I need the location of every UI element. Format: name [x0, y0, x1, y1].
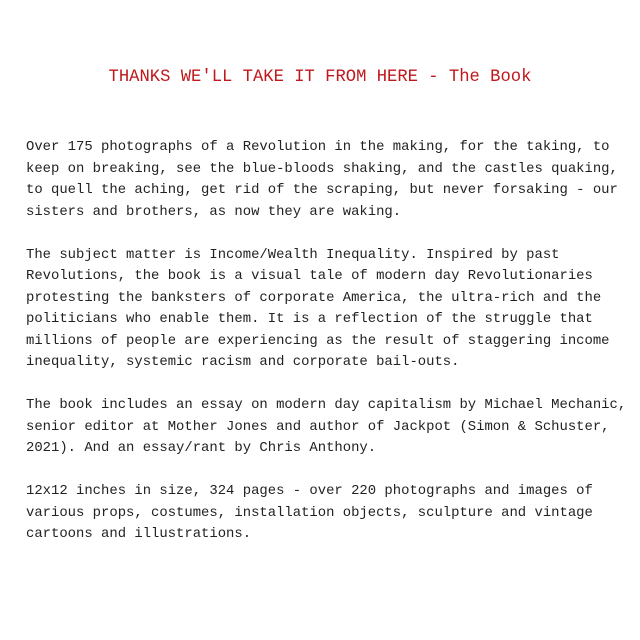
paragraph-specs: [26, 481, 626, 546]
paragraph-essays: [26, 395, 626, 460]
text-line: cartoons and illustrations.: [26, 526, 252, 542]
text-line: millions of people are experiencing as the result of staggering income: [26, 332, 610, 349]
text-line: politicians who enable them. It is a reflection of the struggle that: [26, 311, 593, 327]
text-line: various props, costumes, installation objects, sculpture and vintage: [26, 504, 593, 521]
text-line: keep on breaking, see the blue-bloods shaking, and the castles quaking,: [26, 160, 618, 177]
paragraph-intro: [26, 137, 626, 223]
text-line: senior editor at Mother Jones and author of Jackpot (Simon & Schuster,: [26, 418, 610, 435]
text-line: The subject matter is Income/Wealth Inequality. Inspired by past: [26, 246, 560, 263]
text-line: sisters and brothers, as now they are waking.: [26, 203, 402, 220]
description-body: [26, 137, 626, 567]
text-line: to quell the aching, get rid of the scraping, but never forsaking - our: [26, 182, 618, 198]
text-line: 2021). And an essay/rant by Chris Anthony.: [26, 440, 377, 456]
text-line: Over 175 photographs of a Revolution in the making, for the taking, to: [26, 139, 610, 155]
text-line: protesting the banksters of corporate America, the ultra-rich and the: [26, 289, 602, 306]
text-line: inequality, systemic racism and corporate bail-outs.: [26, 354, 460, 370]
text-line: The book includes an essay on modern day capitalism by Michael Mechanic,: [26, 397, 627, 413]
paragraph-subject: [26, 245, 626, 374]
page-title: THANKS WE'LL TAKE IT FROM HERE - The Book: [108, 68, 532, 87]
text-line: Revolutions, the book is a visual tale of modern day Revolutionaries: [26, 268, 593, 284]
text-line: 12x12 inches in size, 324 pages - over 220 photographs and images of: [26, 483, 593, 499]
